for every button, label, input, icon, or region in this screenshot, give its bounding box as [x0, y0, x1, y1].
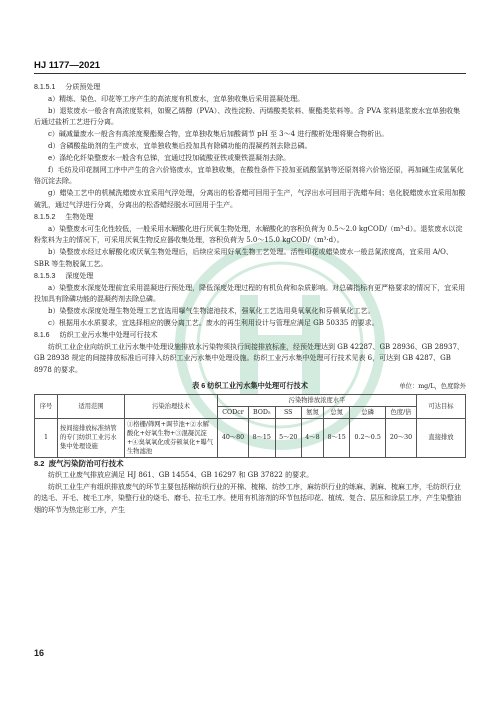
cell-seq: 1 [35, 418, 58, 457]
section-heading-8152: 8.1.5.2 生物处理 [34, 213, 94, 221]
paragraph-gas-2: 纺织工业生产有组织排放废气的环节主要包括棉纺织行业的开棉、梳棉、纺纱工序，麻纺织行业的练麻、剥麻、梳麻工序，毛纺织行业的选毛、开毛、梳毛工序，染整行业的烧毛、磨毛、拉毛工序。使用有机溶剂的环节包括印花、植绒、复合、层压和涂层工序，产生染整油烟的环节为热定形工序，产生 [34, 482, 461, 515]
header-seq: 序号 [35, 394, 58, 418]
header-scope: 适用范围 [58, 394, 125, 418]
paragraph-e: e）涤纶化纤染整废水一般含有总锑，宜通过投加硫酸亚铁或聚铁混凝剂去除。 [48, 153, 291, 162]
table-unit: 单位：mg/L，色度除外 [399, 382, 466, 390]
table-caption: 表 6 纺织工业污水集中处理可行技术 [192, 380, 308, 390]
header-cod: CODcr [218, 406, 249, 418]
paragraph-bio-a: a）染整废水可生化性较低，一般采用水解酸化进行厌氧生物处理，水解酸化的容积负荷为 0.5～2.0 kgCOD/（m³·d）。退浆废水以淀粉浆料为主的情况下，可采用厌氧生物反应器收集处理，容积负荷为 5.0～15.0 kgCOD/（m³·d）。 [34, 224, 463, 245]
feasible-technology-table [34, 394, 466, 458]
section-heading-8151: 8.1.5.1 分质预处理 [34, 84, 101, 91]
header-color: 色度/倍 [385, 406, 416, 418]
cell-tn: 8～15 [323, 418, 349, 457]
paragraph-b: b）退浆废水一般含有高浓度浆料，如聚乙烯醇（PVA）、改性淀粉、丙烯酸类浆料、聚酯类浆料等。含 PVA 浆料退浆废水宜单独收集后通过盐析工艺进行分离。 [34, 106, 461, 127]
header-nh: 氨氮 [301, 406, 323, 418]
header-ss: SS [275, 406, 301, 418]
header-tp: 总磷 [350, 406, 386, 418]
section-heading-816: 8.1.6 纺织工业污水集中处理可行技术 [34, 331, 158, 339]
paragraph-deep-b: b）染整废水深度处理生物处理工艺宜选用曝气生物滤池技术，强氧化工艺选用臭氧氧化和芬顿氧化工艺。 [48, 307, 375, 316]
header-feasible: 可达目标 [417, 394, 466, 418]
cell-ss: 5～20 [275, 418, 301, 457]
header-tech: 污染治理技术 [125, 394, 218, 418]
cell-cod: 40～80 [218, 418, 249, 457]
paragraph-bio-b: b）染整废水经过水解酸化或厌氧生物处理后，后续应采用好氧生物工艺处理。活性印花或蜡染废水一般总氮浓度高，宜采用 A/O、SBR 等生物脱氮工艺。 [34, 248, 453, 268]
table-row [35, 418, 466, 457]
paragraph-d: d）含磷酸盐助剂的生产废水，宜单独收集后投加具有除磷功能的混凝药剂去除总磷。 [48, 141, 312, 150]
cell-feasible: 直接排放 [417, 418, 466, 457]
cell-nh: 4～8 [301, 418, 323, 457]
cell-tp: 0.2～0.5 [350, 418, 386, 457]
document-body [34, 82, 466, 517]
paragraph-f: f）毛纺及印花制网工序中产生的含六价铬废水，宜单独收集，在酸性条件下投加亚硫酸氢钠等还原剂将六价铬还原，再加碱生成氢氧化铬沉淀去除。 [34, 165, 464, 186]
cell-bod: 8～15 [249, 418, 275, 457]
table-caption-row [34, 380, 466, 394]
paragraph-g: g）蜡染工艺中的机械洗蜡废水宜采用气浮处理，分离出的松香蜡可回用于生产，气浮出水可回用于洗蜡车间；皂化脱蜡废水宜采用加酸破乳，通过气浮进行分离，分离出的松香蜡经脱水可回用于生产。 [34, 189, 466, 209]
paragraph-a: a）精练、染色、印花等工序产生的高浓度有机废水，宜单独收集后采用混凝处理。 [48, 94, 305, 103]
section-heading-8153: 8.1.5.3 深度处理 [34, 272, 94, 280]
header-rule [34, 73, 466, 74]
paragraph-industrial: 纺织工业企业向纺织工业污水集中处理设施排放水污染物须执行间接排放标准，经预处理达到 GB 42287、GB 28936、GB 28937、GB 28938 规定的间接排放标准后可排入纺织工业污水集中处理设施。纺织工业污水集中处理可行技术见表 6，可达到 GB 4287、GB 8978 的要求。 [34, 342, 464, 375]
paragraph-deep-a: a）染整废水深度处理前宜采用混凝进行预处理，降低深度处理过程的有机负荷和杂质影响。对总磷指标有更严格要求的情况下，宜采用投加具有除磷功能的混凝药剂去除总磷。 [34, 283, 466, 304]
header-level: 污染物排放浓度水平 [218, 394, 417, 406]
header-tn: 总氮 [323, 406, 349, 418]
section-heading-82: 8.2 废气污染防治可行技术 [34, 458, 124, 468]
paragraph-c: c）碱减量废水一般含有高浓度聚酯聚合物，宜单独收集后加酸调节 pH 至 3～4 进行酸析处理将聚合物析出。 [48, 130, 389, 139]
cell-scope: 按间接排放标准纳管的专门纺织工业污水集中处理设施 [58, 418, 125, 457]
standard-number: HJ 1177—2021 [34, 60, 101, 71]
paragraph-deep-c: c）根据用水水质要求，宜选择相应的膜分离工艺。废水的再生利用设计与管理应满足 GB 50335 的要求。 [48, 318, 379, 327]
cell-color: 20～30 [385, 418, 416, 457]
page-number: 16 [34, 648, 45, 658]
cell-tech: ①格栅/筛网+调节池+②水解酸化+好氧生物+③混凝沉淀+④臭氧氧化或芬顿氧化+曝气生物滤池 [125, 418, 218, 457]
header-bod: BOD₅ [249, 406, 275, 418]
paragraph-gas-1: 纺织工业废气排放应满足 HJ 861、GB 14554、GB 16297 和 GB 37822 的要求。 [48, 470, 314, 479]
